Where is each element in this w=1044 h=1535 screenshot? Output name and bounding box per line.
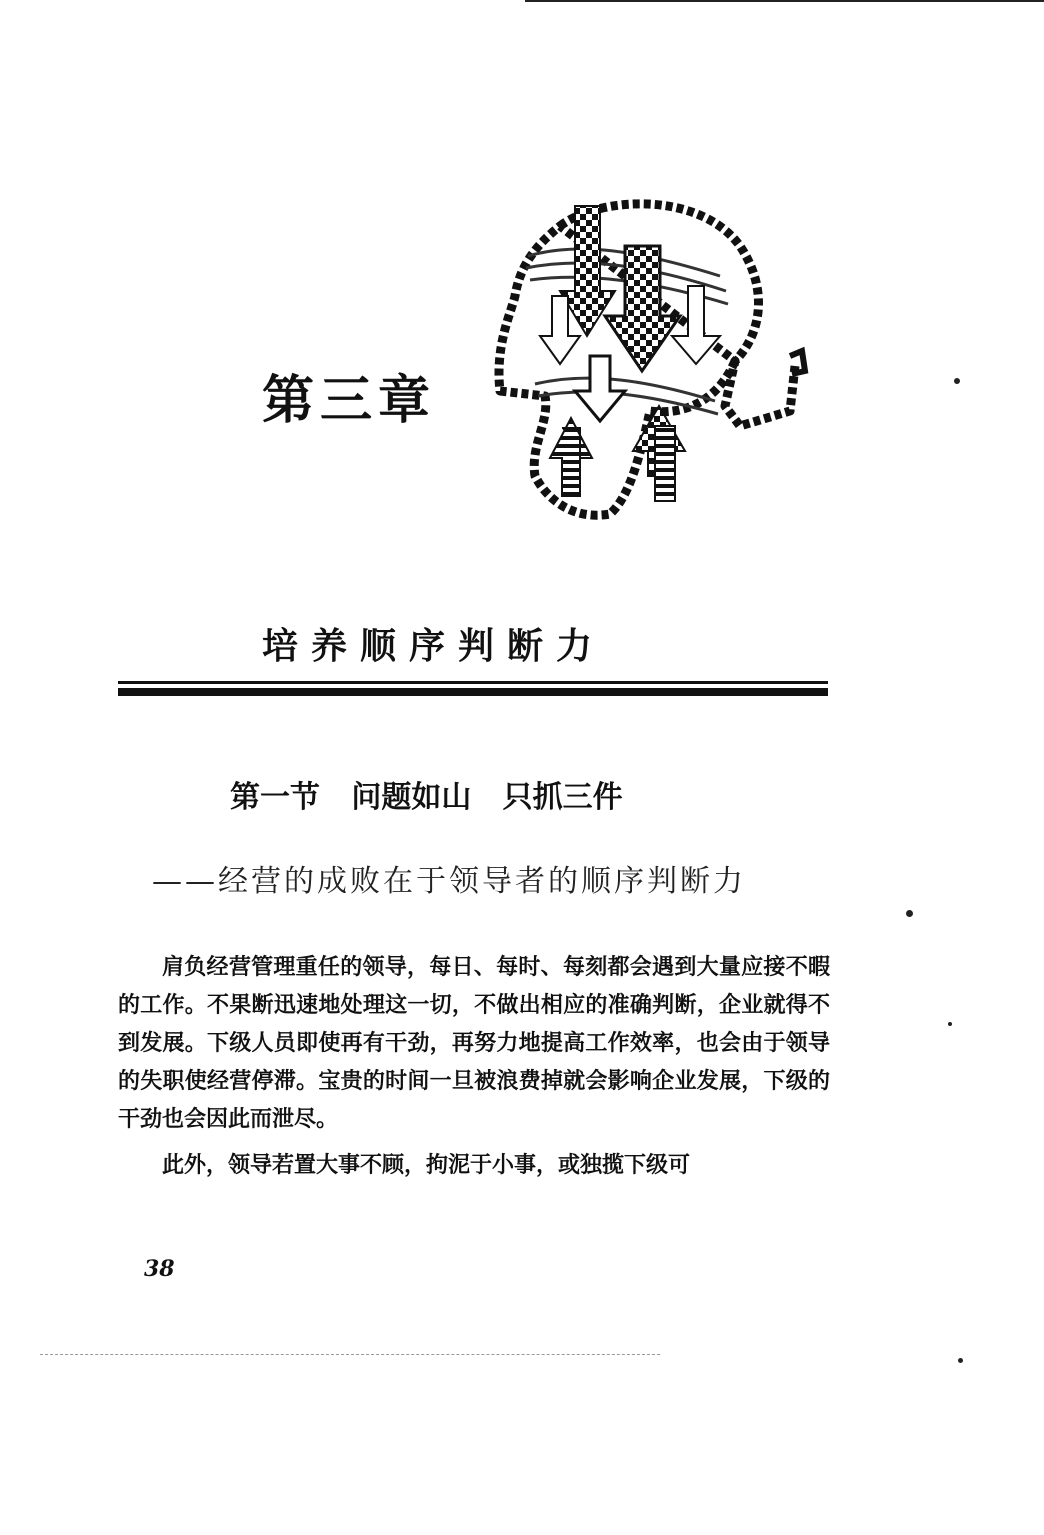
chapter-label: 第三章 [262,371,437,431]
section-subtitle: ——经营的成败在于领导者的顺序判断力 [152,864,746,899]
body-paragraph: 此外，领导若置大事不顾，拘泥于小事，或独揽下级可 [162,1152,691,1178]
scan-speck [954,378,960,384]
section-title: 第一节 问题如山 只抓三件 [230,780,623,815]
scan-speck [958,1358,963,1363]
top-edge-rule [525,0,1044,2]
chained-arrows-head-icon [490,196,810,536]
scan-speck [906,910,913,917]
body-text [118,948,830,1184]
scan-artifact-line [40,1354,660,1355]
title-rule-thick [118,688,828,696]
scan-speck [948,1022,952,1026]
page-number: 38 [144,1256,175,1282]
body-paragraph: 肩负经营管理重任的领导，每日、每时、每刻都会遇到大量应接不暇的工作。不果断迅速地处理这一切，不做出相应的准确判断，企业就得不到发展。下级人员即使再有干劲，再努力地提高工作效率，也会由于领导的失职使经营停滞。宝贵的时间一旦被浪费掉就会影响企业发展，下级的干劲也会因此而泄尽。 [118,954,830,1132]
chapter-title: 培养顺序判断力 [262,626,606,667]
title-rule-thin [118,681,828,684]
